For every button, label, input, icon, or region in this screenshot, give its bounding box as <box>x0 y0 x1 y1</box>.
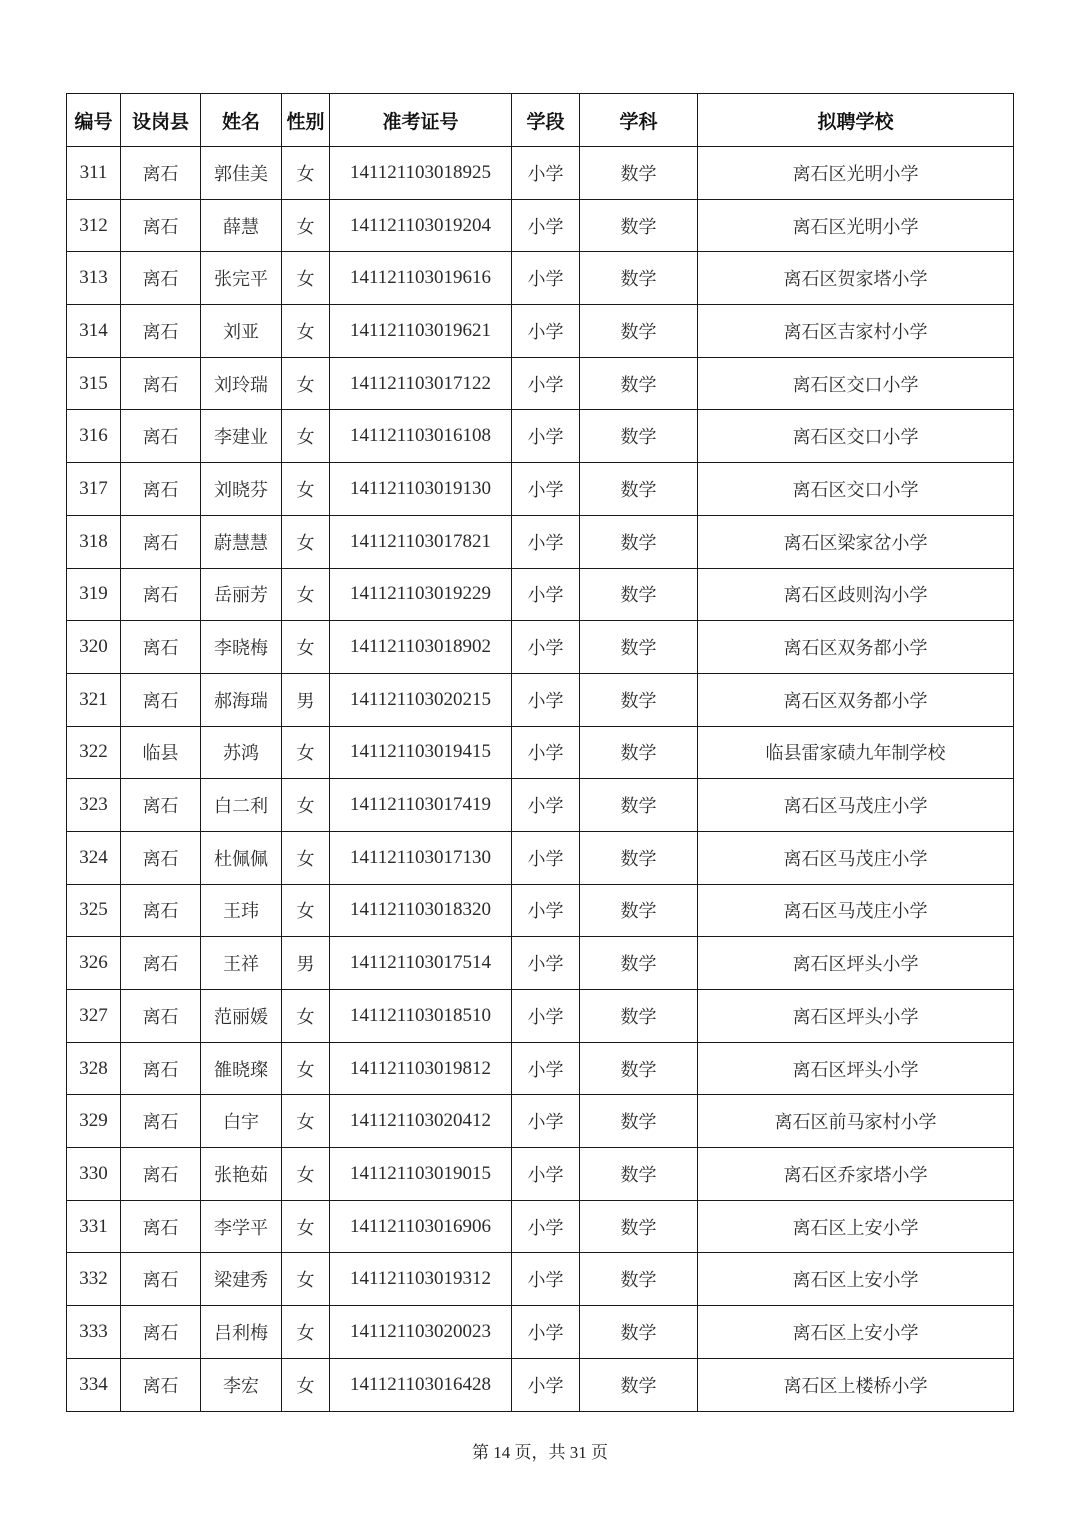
cell-name: 苏鸿 <box>201 726 282 779</box>
cell-subject: 数学 <box>580 1253 698 1306</box>
cell-name: 吕利梅 <box>201 1306 282 1359</box>
cell-stage: 小学 <box>512 1358 580 1411</box>
cell-subject: 数学 <box>580 357 698 410</box>
cell-number: 312 <box>67 199 121 252</box>
cell-county: 离石 <box>121 673 201 726</box>
table-row <box>67 1358 1014 1411</box>
table-row <box>67 937 1014 990</box>
cell-county: 离石 <box>121 1200 201 1253</box>
table-row <box>67 673 1014 726</box>
cell-school: 离石区乔家塔小学 <box>698 1148 1014 1201</box>
cell-number: 332 <box>67 1253 121 1306</box>
cell-school: 离石区坪头小学 <box>698 1042 1014 1095</box>
cell-county: 离石 <box>121 937 201 990</box>
header-stage: 学段 <box>512 94 580 147</box>
cell-name: 白二利 <box>201 779 282 832</box>
cell-exam-id: 141121103018902 <box>330 621 512 674</box>
cell-stage: 小学 <box>512 1253 580 1306</box>
cell-school: 临县雷家碛九年制学校 <box>698 726 1014 779</box>
cell-name: 梁建秀 <box>201 1253 282 1306</box>
cell-number: 329 <box>67 1095 121 1148</box>
table-row <box>67 147 1014 200</box>
cell-stage: 小学 <box>512 1200 580 1253</box>
cell-number: 319 <box>67 568 121 621</box>
cell-number: 318 <box>67 515 121 568</box>
cell-name: 李宏 <box>201 1358 282 1411</box>
cell-stage: 小学 <box>512 199 580 252</box>
cell-subject: 数学 <box>580 673 698 726</box>
cell-school: 离石区光明小学 <box>698 147 1014 200</box>
table-row <box>67 1148 1014 1201</box>
cell-school: 离石区歧则沟小学 <box>698 568 1014 621</box>
cell-subject: 数学 <box>580 937 698 990</box>
cell-gender: 女 <box>282 410 330 463</box>
cell-school: 离石区马茂庄小学 <box>698 779 1014 832</box>
table-row <box>67 568 1014 621</box>
cell-number: 331 <box>67 1200 121 1253</box>
cell-stage: 小学 <box>512 410 580 463</box>
cell-county: 离石 <box>121 199 201 252</box>
header-school: 拟聘学校 <box>698 94 1014 147</box>
cell-name: 范丽媛 <box>201 990 282 1043</box>
cell-gender: 女 <box>282 199 330 252</box>
table-row <box>67 1253 1014 1306</box>
cell-exam-id: 141121103017821 <box>330 515 512 568</box>
cell-county: 离石 <box>121 1253 201 1306</box>
cell-stage: 小学 <box>512 621 580 674</box>
cell-county: 离石 <box>121 1042 201 1095</box>
cell-stage: 小学 <box>512 1306 580 1359</box>
cell-name: 郭佳美 <box>201 147 282 200</box>
header-name: 姓名 <box>201 94 282 147</box>
table-row <box>67 1306 1014 1359</box>
cell-county: 离石 <box>121 515 201 568</box>
cell-school: 离石区交口小学 <box>698 463 1014 516</box>
cell-subject: 数学 <box>580 1306 698 1359</box>
cell-exam-id: 141121103019415 <box>330 726 512 779</box>
table-body <box>67 147 1014 1412</box>
cell-stage: 小学 <box>512 884 580 937</box>
cell-subject: 数学 <box>580 990 698 1043</box>
cell-number: 330 <box>67 1148 121 1201</box>
cell-stage: 小学 <box>512 831 580 884</box>
cell-county: 离石 <box>121 1358 201 1411</box>
cell-name: 薛慧 <box>201 199 282 252</box>
cell-number: 316 <box>67 410 121 463</box>
table-row <box>67 463 1014 516</box>
cell-stage: 小学 <box>512 463 580 516</box>
cell-exam-id: 141121103016108 <box>330 410 512 463</box>
cell-exam-id: 141121103019621 <box>330 305 512 358</box>
cell-name: 杜佩佩 <box>201 831 282 884</box>
cell-gender: 女 <box>282 1095 330 1148</box>
cell-name: 李晓梅 <box>201 621 282 674</box>
cell-gender: 女 <box>282 515 330 568</box>
cell-stage: 小学 <box>512 252 580 305</box>
cell-name: 蔚慧慧 <box>201 515 282 568</box>
cell-subject: 数学 <box>580 515 698 568</box>
cell-name: 李学平 <box>201 1200 282 1253</box>
cell-school: 离石区光明小学 <box>698 199 1014 252</box>
page-footer: 第 14 页，共 31 页 <box>472 1443 608 1462</box>
cell-name: 李建业 <box>201 410 282 463</box>
cell-gender: 女 <box>282 726 330 779</box>
cell-county: 离石 <box>121 831 201 884</box>
cell-county: 临县 <box>121 726 201 779</box>
cell-stage: 小学 <box>512 779 580 832</box>
cell-number: 323 <box>67 779 121 832</box>
cell-school: 离石区梁家岔小学 <box>698 515 1014 568</box>
cell-exam-id: 141121103017514 <box>330 937 512 990</box>
cell-subject: 数学 <box>580 1042 698 1095</box>
cell-gender: 女 <box>282 568 330 621</box>
cell-subject: 数学 <box>580 831 698 884</box>
cell-county: 离石 <box>121 357 201 410</box>
cell-gender: 女 <box>282 1148 330 1201</box>
cell-school: 离石区马茂庄小学 <box>698 884 1014 937</box>
cell-subject: 数学 <box>580 884 698 937</box>
table-row <box>67 1200 1014 1253</box>
cell-gender: 女 <box>282 990 330 1043</box>
cell-number: 328 <box>67 1042 121 1095</box>
cell-stage: 小学 <box>512 147 580 200</box>
cell-exam-id: 141121103019812 <box>330 1042 512 1095</box>
cell-exam-id: 141121103019015 <box>330 1148 512 1201</box>
cell-school: 离石区马茂庄小学 <box>698 831 1014 884</box>
cell-gender: 女 <box>282 1042 330 1095</box>
header-gender: 性别 <box>282 94 330 147</box>
cell-exam-id: 141121103017122 <box>330 357 512 410</box>
cell-exam-id: 141121103016906 <box>330 1200 512 1253</box>
cell-name: 王祥 <box>201 937 282 990</box>
cell-subject: 数学 <box>580 305 698 358</box>
cell-gender: 男 <box>282 673 330 726</box>
table-header-row <box>67 94 1014 147</box>
table-row <box>67 357 1014 410</box>
cell-gender: 女 <box>282 1200 330 1253</box>
cell-subject: 数学 <box>580 1095 698 1148</box>
table-row <box>67 410 1014 463</box>
cell-school: 离石区交口小学 <box>698 410 1014 463</box>
cell-gender: 女 <box>282 884 330 937</box>
cell-number: 322 <box>67 726 121 779</box>
header-subject: 学科 <box>580 94 698 147</box>
cell-exam-id: 141121103020215 <box>330 673 512 726</box>
cell-number: 317 <box>67 463 121 516</box>
cell-exam-id: 141121103018510 <box>330 990 512 1043</box>
cell-number: 334 <box>67 1358 121 1411</box>
cell-number: 320 <box>67 621 121 674</box>
table-row <box>67 884 1014 937</box>
cell-county: 离石 <box>121 1306 201 1359</box>
cell-name: 雒晓璨 <box>201 1042 282 1095</box>
cell-county: 离石 <box>121 568 201 621</box>
cell-number: 315 <box>67 357 121 410</box>
cell-stage: 小学 <box>512 357 580 410</box>
cell-stage: 小学 <box>512 1148 580 1201</box>
cell-exam-id: 141121103019130 <box>330 463 512 516</box>
cell-exam-id: 141121103018925 <box>330 147 512 200</box>
cell-stage: 小学 <box>512 1095 580 1148</box>
cell-school: 离石区双务都小学 <box>698 673 1014 726</box>
cell-school: 离石区双务都小学 <box>698 621 1014 674</box>
cell-number: 333 <box>67 1306 121 1359</box>
cell-county: 离石 <box>121 779 201 832</box>
table-row <box>67 1095 1014 1148</box>
cell-stage: 小学 <box>512 990 580 1043</box>
cell-school: 离石区交口小学 <box>698 357 1014 410</box>
cell-name: 刘亚 <box>201 305 282 358</box>
cell-subject: 数学 <box>580 199 698 252</box>
table-row <box>67 990 1014 1043</box>
header-exam-id: 准考证号 <box>330 94 512 147</box>
cell-name: 张艳茹 <box>201 1148 282 1201</box>
cell-exam-id: 141121103017130 <box>330 831 512 884</box>
cell-subject: 数学 <box>580 252 698 305</box>
cell-stage: 小学 <box>512 1042 580 1095</box>
cell-exam-id: 141121103019312 <box>330 1253 512 1306</box>
cell-county: 离石 <box>121 884 201 937</box>
cell-gender: 女 <box>282 831 330 884</box>
table-row <box>67 621 1014 674</box>
cell-exam-id: 141121103018320 <box>330 884 512 937</box>
cell-exam-id: 141121103016428 <box>330 1358 512 1411</box>
cell-name: 郝海瑞 <box>201 673 282 726</box>
cell-stage: 小学 <box>512 568 580 621</box>
cell-county: 离石 <box>121 1148 201 1201</box>
cell-stage: 小学 <box>512 305 580 358</box>
cell-county: 离石 <box>121 1095 201 1148</box>
cell-stage: 小学 <box>512 937 580 990</box>
header-number: 编号 <box>67 94 121 147</box>
cell-exam-id: 141121103019204 <box>330 199 512 252</box>
table-row <box>67 199 1014 252</box>
table-row <box>67 515 1014 568</box>
cell-exam-id: 141121103019616 <box>330 252 512 305</box>
cell-county: 离石 <box>121 147 201 200</box>
recruitment-table <box>66 93 1014 1412</box>
cell-subject: 数学 <box>580 1148 698 1201</box>
table-row <box>67 1042 1014 1095</box>
cell-gender: 女 <box>282 305 330 358</box>
cell-stage: 小学 <box>512 726 580 779</box>
cell-county: 离石 <box>121 252 201 305</box>
cell-school: 离石区坪头小学 <box>698 937 1014 990</box>
cell-gender: 女 <box>282 463 330 516</box>
table-row <box>67 305 1014 358</box>
cell-number: 321 <box>67 673 121 726</box>
cell-number: 327 <box>67 990 121 1043</box>
cell-county: 离石 <box>121 410 201 463</box>
cell-school: 离石区贺家塔小学 <box>698 252 1014 305</box>
cell-number: 314 <box>67 305 121 358</box>
cell-gender: 女 <box>282 252 330 305</box>
cell-subject: 数学 <box>580 410 698 463</box>
cell-gender: 男 <box>282 937 330 990</box>
cell-gender: 女 <box>282 621 330 674</box>
cell-county: 离石 <box>121 990 201 1043</box>
cell-stage: 小学 <box>512 515 580 568</box>
cell-school: 离石区坪头小学 <box>698 990 1014 1043</box>
cell-school: 离石区上安小学 <box>698 1200 1014 1253</box>
table-row <box>67 252 1014 305</box>
cell-county: 离石 <box>121 305 201 358</box>
cell-gender: 女 <box>282 357 330 410</box>
cell-number: 313 <box>67 252 121 305</box>
cell-subject: 数学 <box>580 568 698 621</box>
cell-exam-id: 141121103020412 <box>330 1095 512 1148</box>
cell-subject: 数学 <box>580 621 698 674</box>
cell-subject: 数学 <box>580 147 698 200</box>
cell-school: 离石区吉家村小学 <box>698 305 1014 358</box>
cell-number: 324 <box>67 831 121 884</box>
cell-school: 离石区上安小学 <box>698 1306 1014 1359</box>
cell-school: 离石区前马家村小学 <box>698 1095 1014 1148</box>
cell-gender: 女 <box>282 1358 330 1411</box>
cell-county: 离石 <box>121 463 201 516</box>
cell-subject: 数学 <box>580 1358 698 1411</box>
cell-subject: 数学 <box>580 779 698 832</box>
cell-number: 325 <box>67 884 121 937</box>
cell-name: 刘晓芬 <box>201 463 282 516</box>
cell-exam-id: 141121103019229 <box>330 568 512 621</box>
table-row <box>67 831 1014 884</box>
cell-county: 离石 <box>121 621 201 674</box>
cell-name: 岳丽芳 <box>201 568 282 621</box>
cell-number: 326 <box>67 937 121 990</box>
cell-name: 张完平 <box>201 252 282 305</box>
cell-name: 刘玲瑞 <box>201 357 282 410</box>
table-row <box>67 779 1014 832</box>
header-county: 设岗县 <box>121 94 201 147</box>
cell-exam-id: 141121103020023 <box>330 1306 512 1359</box>
cell-number: 311 <box>67 147 121 200</box>
cell-name: 白宇 <box>201 1095 282 1148</box>
table-row <box>67 726 1014 779</box>
cell-subject: 数学 <box>580 463 698 516</box>
cell-subject: 数学 <box>580 1200 698 1253</box>
cell-stage: 小学 <box>512 673 580 726</box>
cell-school: 离石区上楼桥小学 <box>698 1358 1014 1411</box>
cell-name: 王玮 <box>201 884 282 937</box>
cell-gender: 女 <box>282 779 330 832</box>
cell-gender: 女 <box>282 1253 330 1306</box>
cell-gender: 女 <box>282 1306 330 1359</box>
cell-exam-id: 141121103017419 <box>330 779 512 832</box>
cell-gender: 女 <box>282 147 330 200</box>
cell-school: 离石区上安小学 <box>698 1253 1014 1306</box>
cell-subject: 数学 <box>580 726 698 779</box>
